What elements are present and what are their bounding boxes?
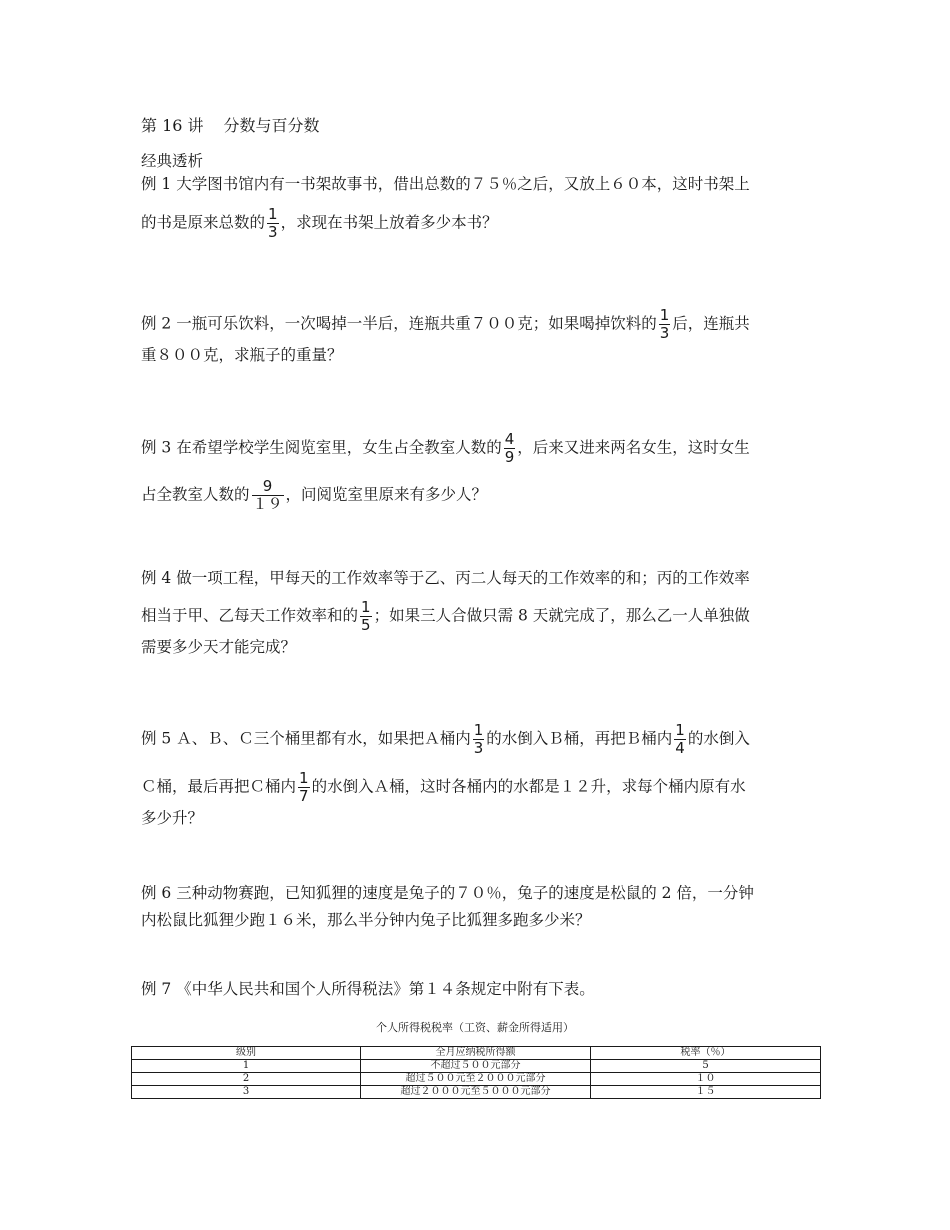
fraction-numerator: 1 xyxy=(299,769,309,787)
text: 的水倒入Ａ桶，这时各桶内的水都是１２升，求每个桶内原有水 xyxy=(311,777,746,796)
text: ，问阅览室里原来有多少人？ xyxy=(285,485,488,504)
fraction xyxy=(267,206,279,241)
text: 例 3 在希望学校学生阅览室里，女生占全教室人数的 xyxy=(141,438,502,457)
example-1-line-2 xyxy=(141,206,498,241)
example-5-line-1 xyxy=(141,722,750,757)
fraction-numerator: 1 xyxy=(659,306,670,324)
fraction-denominator: 9 xyxy=(504,448,515,466)
example-2-line-1 xyxy=(141,307,750,342)
example-3-line-2 xyxy=(141,478,487,513)
table-row xyxy=(132,1086,821,1099)
fraction-denominator: 3 xyxy=(268,223,278,241)
text: 例 5 Ａ、Ｂ、Ｃ三个桶里都有水，如果把Ａ桶内 xyxy=(141,729,471,748)
fraction-numerator: 1 xyxy=(268,205,278,223)
example-4-line-3: 需要多少天才能完成？ xyxy=(141,638,297,656)
example-3-line-1 xyxy=(141,431,750,466)
section-heading: 经典透析 xyxy=(141,152,204,170)
tax-rate-table xyxy=(131,1046,821,1099)
table-header-row xyxy=(132,1047,821,1060)
fraction xyxy=(298,770,310,805)
fraction-denominator: １９ xyxy=(252,495,283,513)
example-1-line-1: 例 1 大学图书馆内有一书架故事书，借出总数的７５％之后，又放上６０本，这时书架上 xyxy=(141,175,750,193)
example-4-line-1: 例 4 做一项工程，甲每天的工作效率等于乙、丙二人每天的工作效率的和；丙的工作效率 xyxy=(141,569,750,587)
cell-rate: １５ xyxy=(591,1086,821,1099)
text: 相当于甲、乙每天工作效率和的 xyxy=(141,606,359,625)
text: 的水倒入 xyxy=(687,729,750,748)
fraction-denominator: 3 xyxy=(473,739,484,757)
example-5-line-3: 多少升？ xyxy=(141,809,204,827)
fraction-numerator: 4 xyxy=(504,430,515,448)
text: 后，连瓶共 xyxy=(672,314,750,333)
header-tax-rate: 税率（％） xyxy=(591,1047,821,1060)
text: 例 2 一瓶可乐饮料，一次喝掉一半后，连瓶共重７００克；如果喝掉饮料的 xyxy=(141,314,657,333)
example-6-line-2: 内松鼠比狐狸少跑１６米，那么半分钟内兔子比狐狸多跑多少米？ xyxy=(141,911,591,929)
fraction xyxy=(252,478,284,513)
fraction-numerator: 1 xyxy=(361,598,371,616)
cell-rate: 5 xyxy=(591,1060,821,1073)
example-6-line-1: 例 6 三种动物赛跑，已知狐狸的速度是兔子的７０％，兔子的速度是松鼠的 2 倍，一分钟 xyxy=(141,884,754,902)
example-2-line-2: 重８００克，求瓶子的重量？ xyxy=(141,346,343,364)
text: 占全教室人数的 xyxy=(141,485,250,504)
text: 的书是原来总数的 xyxy=(141,213,266,232)
fraction-denominator: 3 xyxy=(659,324,670,342)
example-4-line-2 xyxy=(141,599,750,634)
fraction-numerator: 1 xyxy=(675,721,685,739)
cell-income: 超过５００元至２０００元部分 xyxy=(361,1073,591,1086)
cell-income: 超过２０００元至５０００元部分 xyxy=(361,1086,591,1099)
fraction-denominator: 5 xyxy=(361,616,371,634)
text: 的水倒入Ｂ桶，再把Ｂ桶内 xyxy=(486,729,673,748)
fraction-denominator: 7 xyxy=(299,787,309,805)
fraction xyxy=(360,599,372,634)
fraction xyxy=(504,431,516,466)
fraction xyxy=(473,722,485,757)
text: ；如果三人合做只需 8 天就完成了，那么乙一人单独做 xyxy=(373,606,750,625)
cell-level: 2 xyxy=(132,1073,361,1086)
cell-level: 3 xyxy=(132,1086,361,1099)
header-taxable-income: 全月应纳税所得额 xyxy=(361,1047,591,1060)
table-caption: 个人所得税税率（工资、薪金所得适用） xyxy=(376,1021,574,1034)
cell-income: 不超过５００元部分 xyxy=(361,1060,591,1073)
cell-level: 1 xyxy=(132,1060,361,1073)
header-level: 级别 xyxy=(132,1047,361,1060)
fraction-denominator: 4 xyxy=(675,739,685,757)
cell-rate: １０ xyxy=(591,1073,821,1086)
text: ，后来又进来两名女生，这时女生 xyxy=(517,438,750,457)
lecture-topic: 分数与百分数 xyxy=(223,116,320,135)
page-title xyxy=(141,113,320,136)
fraction xyxy=(674,722,686,757)
fraction-numerator: 9 xyxy=(262,477,273,495)
example-7-line-1: 例 7 《中华人民共和国个人所得税法》第１４条规定中附有下表。 xyxy=(141,980,595,998)
table-row xyxy=(132,1073,821,1086)
fraction xyxy=(659,307,671,342)
table-row xyxy=(132,1060,821,1073)
lecture-number: 第 16 讲 xyxy=(141,116,204,135)
example-5-line-2 xyxy=(141,770,746,805)
text: Ｃ桶，最后再把Ｃ桶内 xyxy=(141,777,297,796)
text: ，求现在书架上放着多少本书？ xyxy=(280,213,498,232)
fraction-numerator: 1 xyxy=(473,721,484,739)
